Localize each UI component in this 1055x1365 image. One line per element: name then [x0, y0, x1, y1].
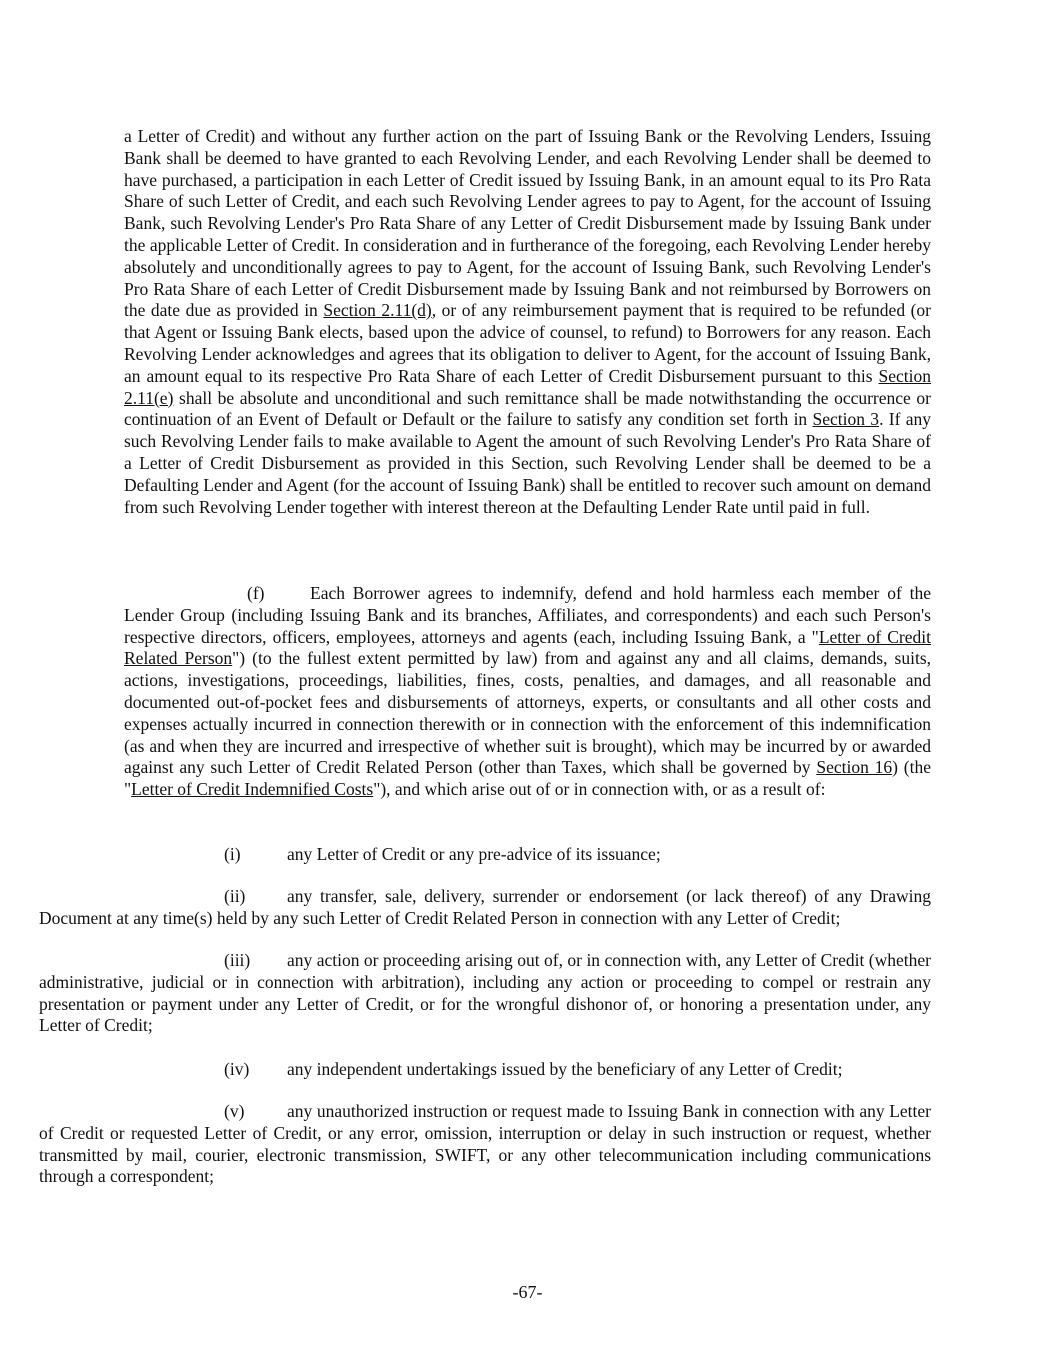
defined-term: Letter of Credit Indemnified Costs: [131, 779, 374, 800]
section-reference: Section 3: [812, 409, 880, 430]
list-item: [39, 1101, 931, 1188]
section-reference: Section 2.11(e): [124, 365, 931, 408]
item-text: any unauthorized instruction or request made to Issuing Bank in connection with any Letter of Credit or requested Letter of Credit, or any error, omission, interruption or delay in such instruction or request, whether transmitted by mail, courier, electronic transmission, SWIFT, or any other telecommunication including communications through a correspondent;: [39, 1101, 931, 1187]
text-run: "), and which arise out of or in connection with, or as a result of:: [373, 779, 826, 800]
list-item: [39, 1059, 931, 1081]
list-item: [39, 844, 931, 866]
item-text: any Letter of Credit or any pre-advice of its issuance;: [287, 844, 661, 864]
text-run: a Letter of Credit) and without any further action on the part of Issuing Bank or the Revolving Lenders, Issuing Bank shall be deemed to have granted to each Revolving Lender, and each Revolving Lender shall be deemed to have purchased, a participation in each Letter of Credit issued by Issuing Bank, in an amount equal to its Pro Rata Share of such Letter of Credit, and each such Revolving Lender agrees to pay to Agent, for the account of Issuing Bank, such Revolving Lender's Pro Rata Share of any Letter of Credit Disbursement made by Issuing Bank under the applicable Letter of Credit. In consideration and in furtherance of the foregoing, each Revolving Lender hereby absolutely and unconditionally agrees to pay to Agent, for the account of Issuing Bank, such Revolving Lender's Pro Rata Share of each Letter of Credit Disbursement made by Issuing Bank and not reimbursed by Borrowers on the date due as provided in: [124, 126, 931, 321]
item-text: any independent undertakings issued by the beneficiary of any Letter of Credit;: [287, 1059, 843, 1079]
item-number: (v): [224, 1101, 245, 1121]
section-reference: Section 16: [816, 757, 893, 778]
text-run: , or of any reimbursement payment that is required to be refunded (or that Agent or Issuing Bank elects, based upon the advice of counsel, to refund) to Borrowers for any reason. Each Revolving Lender acknowledges and agrees that its obligation to deliver to Agent, for the account of Issuing Bank, an amount equal to its respective Pro Rata Share of each Letter of Credit Disbursement pursuant to this: [124, 300, 931, 386]
paragraph-f: [124, 583, 931, 801]
paragraph-number: (f): [247, 583, 265, 603]
defined-term: Letter of Credit Related Person: [124, 626, 931, 669]
text-run: shall be absolute and unconditional and such remittance shall be made notwithstanding the occurrence or continuation of an Event of Default or Default or the failure to satisfy any condition set forth in: [124, 387, 931, 430]
item-number: (iv): [224, 1059, 250, 1079]
page-number: -67-: [512, 1282, 543, 1302]
item-number: (i): [224, 844, 241, 864]
item-number: (ii): [224, 886, 246, 906]
text-run: ") (to the fullest extent permitted by law) from and against any and all claims, demands, suits, actions, investigations, proceedings, liabilities, fines, costs, penalties, and damages, and all reasonable and documented out-of-pocket fees and disbursements of attorneys, experts, or consultants and all other costs and expenses actually incurred in connection therewith or in connection with the enforcement of this indemnification (as and when they are incurred and irrespective of whether suit is brought), which may be incurred by or awarded against any such Letter of Credit Related Person (other than Taxes, which shall be governed by: [124, 648, 932, 778]
text-run: ) (the ": [124, 757, 931, 800]
paragraph-e-continuation: [124, 126, 931, 518]
text-run: Each Borrower agrees to indemnify, defend and hold harmless each member of the Lender Group (including Issuing Bank and its branches, Affiliates, and correspondents) and each such Person's respective directors, officers, employees, attorneys and agents (each, including Issuing Bank, a ": [124, 583, 931, 647]
list-item: [39, 886, 931, 930]
item-text: any transfer, sale, delivery, surrender or endorsement (or lack thereof) of any Drawing Document at any time(s) held by any such Letter of Credit Related Person in connection with any Letter of Credit;: [39, 886, 931, 928]
list-item: [39, 950, 931, 1037]
item-number: (iii): [224, 950, 251, 970]
text-run: . If any such Revolving Lender fails to make available to Agent the amount of such Revolving Lender's Pro Rata Share of a Letter of Credit Disbursement as provided in this Section, such Revolving Lender shall be deemed to be a Defaulting Lender and Agent (for the account of Issuing Bank) shall be entitled to recover such amount on demand from such Revolving Lender together with interest thereon at the Defaulting Lender Rate until paid in full.: [124, 409, 931, 517]
item-text: any action or proceeding arising out of, or in connection with, any Letter of Credit (whether administrative, judicial or in connection with arbitration), including any action or proceeding to compel or restrain any presentation or payment under any Letter of Credit, or for the wrongful dishonor of, or honoring a presentation under, any Letter of Credit;: [39, 950, 931, 1036]
section-reference: Section 2.11(d): [323, 300, 432, 321]
